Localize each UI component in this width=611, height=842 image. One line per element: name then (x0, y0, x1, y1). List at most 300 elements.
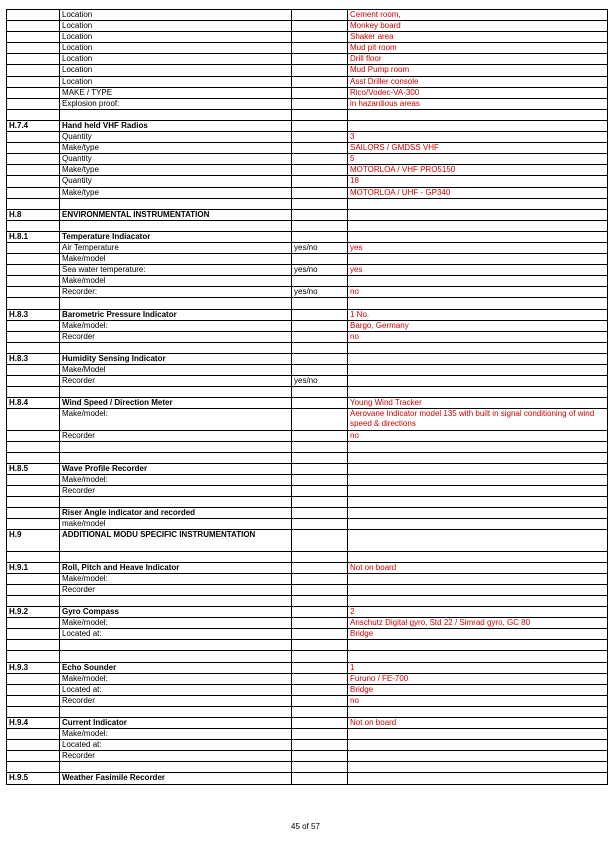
section-number-cell (7, 673, 60, 684)
value-cell (348, 706, 608, 717)
item-label-cell: Recorder (60, 486, 292, 497)
yes-no-cell (292, 651, 348, 662)
value-cell (348, 640, 608, 651)
table-row (7, 287, 608, 298)
value-cell (348, 276, 608, 287)
table-row (7, 32, 608, 43)
value-cell (348, 120, 608, 131)
table-row (7, 441, 608, 452)
item-label-cell: Make/model (60, 276, 292, 287)
section-number-cell (7, 474, 60, 485)
yes-no-cell (292, 109, 348, 120)
table-row (7, 762, 608, 773)
section-number-cell (7, 376, 60, 387)
yes-no-cell (292, 43, 348, 54)
section-number-cell (7, 320, 60, 331)
table-row (7, 409, 608, 430)
section-number-cell (7, 32, 60, 43)
yes-no-cell (292, 331, 348, 342)
section-number-cell (7, 298, 60, 309)
section-number-cell: H.8.3 (7, 353, 60, 364)
section-number-cell: H.9.4 (7, 718, 60, 729)
section-number-cell (7, 287, 60, 298)
section-number-cell (7, 76, 60, 87)
yes-no-cell (292, 595, 348, 606)
value-cell (348, 220, 608, 231)
section-number-cell (7, 762, 60, 773)
yes-no-cell (292, 165, 348, 176)
item-label-cell: Humidity Sensing Indicator (60, 353, 292, 364)
item-label-cell (60, 342, 292, 353)
yes-no-cell (292, 409, 348, 430)
value-cell: in hazardious areas (348, 98, 608, 109)
yes-no-cell (292, 143, 348, 154)
value-cell (348, 474, 608, 485)
item-label-cell: Location (60, 21, 292, 32)
item-label-cell: Make/model: (60, 729, 292, 740)
table-row (7, 551, 608, 562)
table-row (7, 176, 608, 187)
yes-no-cell (292, 120, 348, 131)
yes-no-cell (292, 629, 348, 640)
table-row (7, 120, 608, 131)
value-cell: Cement room, (348, 10, 608, 21)
table-row (7, 562, 608, 573)
item-label-cell: Current Indicator (60, 718, 292, 729)
table-row (7, 231, 608, 242)
section-number-cell (7, 143, 60, 154)
table-row (7, 486, 608, 497)
table-row (7, 773, 608, 784)
section-number-cell: H.9.1 (7, 562, 60, 573)
item-label-cell (60, 640, 292, 651)
section-number-cell (7, 706, 60, 717)
yes-no-cell (292, 640, 348, 651)
item-label-cell: Recorder (60, 376, 292, 387)
item-label-cell: Recorder (60, 695, 292, 706)
item-label-cell (60, 441, 292, 452)
table-row (7, 662, 608, 673)
value-cell: 3 (348, 132, 608, 143)
value-cell (348, 762, 608, 773)
equipment-table (6, 9, 608, 785)
table-row (7, 474, 608, 485)
value-cell: 1 No. (348, 309, 608, 320)
section-number-cell (7, 198, 60, 209)
section-number-cell (7, 87, 60, 98)
item-label-cell (60, 551, 292, 562)
item-label-cell: Make/type (60, 187, 292, 198)
item-label-cell (60, 595, 292, 606)
section-number-cell (7, 751, 60, 762)
item-label-cell: Make/model: (60, 320, 292, 331)
yes-no-cell (292, 474, 348, 485)
section-number-cell (7, 10, 60, 21)
section-number-cell (7, 629, 60, 640)
yes-no-cell (292, 10, 348, 21)
section-number-cell (7, 109, 60, 120)
table-row (7, 87, 608, 98)
table-row (7, 109, 608, 120)
item-label-cell (60, 762, 292, 773)
table-row (7, 463, 608, 474)
value-cell (348, 198, 608, 209)
value-cell (348, 573, 608, 584)
value-cell: Mud pit room (348, 43, 608, 54)
value-cell (348, 530, 608, 551)
value-cell (348, 519, 608, 530)
item-label-cell: Make/model: (60, 474, 292, 485)
section-number-cell (7, 508, 60, 519)
value-cell (348, 595, 608, 606)
yes-no-cell (292, 573, 348, 584)
section-number-cell (7, 265, 60, 276)
item-label-cell: make/model (60, 519, 292, 530)
section-number-cell (7, 132, 60, 143)
item-label-cell: Riser Angle indicator and recorded (60, 508, 292, 519)
item-label-cell: Recorder: (60, 287, 292, 298)
section-number-cell (7, 684, 60, 695)
table-row (7, 718, 608, 729)
table-row (7, 76, 608, 87)
section-number-cell: H.8.1 (7, 231, 60, 242)
yes-no-cell (292, 562, 348, 573)
yes-no-cell (292, 309, 348, 320)
value-cell: 2 (348, 607, 608, 618)
section-number-cell (7, 430, 60, 441)
item-label-cell: Gyro Compass (60, 607, 292, 618)
table-row (7, 573, 608, 584)
section-number-cell (7, 740, 60, 751)
item-label-cell: Make/type (60, 143, 292, 154)
value-cell (348, 584, 608, 595)
section-number-cell (7, 254, 60, 265)
table-row (7, 165, 608, 176)
section-number-cell (7, 331, 60, 342)
yes-no-cell (292, 198, 348, 209)
section-number-cell (7, 21, 60, 32)
yes-no-cell (292, 430, 348, 441)
yes-no-cell (292, 276, 348, 287)
item-label-cell: Quantity (60, 176, 292, 187)
section-number-cell (7, 365, 60, 376)
value-cell (348, 298, 608, 309)
item-label-cell: Explosion proof: (60, 98, 292, 109)
value-cell (348, 109, 608, 120)
section-number-cell (7, 409, 60, 430)
yes-no-cell (292, 132, 348, 143)
yes-no-cell (292, 486, 348, 497)
value-cell (348, 729, 608, 740)
item-label-cell: Location (60, 65, 292, 76)
yes-no-cell (292, 673, 348, 684)
value-cell: Anschutz Digital gyro, Std 22 / Simrad gyro, GC 80 (348, 618, 608, 629)
table-row (7, 684, 608, 695)
value-cell: 1 (348, 662, 608, 673)
item-label-cell: Make/type (60, 165, 292, 176)
item-label-cell (60, 497, 292, 508)
value-cell: Rico/Vodec-VA-300 (348, 87, 608, 98)
table-row (7, 452, 608, 463)
section-number-cell (7, 342, 60, 353)
table-row (7, 154, 608, 165)
section-number-cell (7, 551, 60, 562)
table-row (7, 265, 608, 276)
item-label-cell: Make/model: (60, 673, 292, 684)
item-label-cell (60, 651, 292, 662)
yes-no-cell (292, 32, 348, 43)
item-label-cell: Recorder (60, 584, 292, 595)
item-label-cell: ENVIRONMENTAL INSTRUMENTATION (60, 209, 292, 220)
item-label-cell: Sea water temperature: (60, 265, 292, 276)
value-cell (348, 773, 608, 784)
table-row (7, 365, 608, 376)
section-number-cell (7, 729, 60, 740)
table-row (7, 187, 608, 198)
value-cell: no (348, 695, 608, 706)
table-row (7, 65, 608, 76)
yes-no-cell (292, 508, 348, 519)
section-number-cell (7, 584, 60, 595)
yes-no-cell (292, 154, 348, 165)
table-row (7, 387, 608, 398)
item-label-cell (60, 387, 292, 398)
item-label-cell: Make/model: (60, 573, 292, 584)
item-label-cell: Roll, Pitch and Heave Indicator (60, 562, 292, 573)
section-number-cell (7, 618, 60, 629)
value-cell: MOTORLOA / UHF - GP340 (348, 187, 608, 198)
table-row (7, 98, 608, 109)
value-cell: Bridge (348, 684, 608, 695)
item-label-cell: ADDITIONAL MODU SPECIFIC INSTRUMENTATION (60, 530, 292, 551)
table-row (7, 132, 608, 143)
yes-no-cell (292, 718, 348, 729)
section-number-cell (7, 187, 60, 198)
yes-no-cell (292, 751, 348, 762)
item-label-cell: Location (60, 54, 292, 65)
item-label-cell (60, 198, 292, 209)
table-row (7, 497, 608, 508)
table-row (7, 640, 608, 651)
table-row (7, 673, 608, 684)
item-label-cell (60, 452, 292, 463)
value-cell: Drill floor (348, 54, 608, 65)
value-cell: Young Wind Tracker (348, 398, 608, 409)
table-row (7, 143, 608, 154)
section-number-cell (7, 486, 60, 497)
value-cell (348, 365, 608, 376)
yes-no-cell (292, 254, 348, 265)
section-number-cell: H.9 (7, 530, 60, 551)
yes-no-cell: yes/no (292, 376, 348, 387)
value-cell: yes (348, 265, 608, 276)
section-number-cell (7, 573, 60, 584)
yes-no-cell (292, 65, 348, 76)
table-row (7, 629, 608, 640)
table-row (7, 618, 608, 629)
value-cell: no (348, 430, 608, 441)
section-number-cell (7, 695, 60, 706)
item-label-cell: Wind Speed / Direction Meter (60, 398, 292, 409)
table-row (7, 198, 608, 209)
section-number-cell (7, 452, 60, 463)
item-label-cell: Make/Model (60, 365, 292, 376)
value-cell (348, 231, 608, 242)
item-label-cell: Make/model: (60, 618, 292, 629)
yes-no-cell (292, 220, 348, 231)
yes-no-cell (292, 365, 348, 376)
yes-no-cell (292, 353, 348, 364)
yes-no-cell (292, 452, 348, 463)
table-row (7, 651, 608, 662)
item-label-cell: Location (60, 43, 292, 54)
value-cell (348, 342, 608, 353)
section-number-cell (7, 441, 60, 452)
section-number-cell (7, 519, 60, 530)
section-number-cell (7, 276, 60, 287)
table-row (7, 430, 608, 441)
yes-no-cell (292, 231, 348, 242)
table-row (7, 254, 608, 265)
yes-no-cell (292, 684, 348, 695)
table-row (7, 584, 608, 595)
value-cell (348, 452, 608, 463)
item-label-cell: Air Temperature (60, 242, 292, 253)
value-cell: Shaker area (348, 32, 608, 43)
table-row (7, 751, 608, 762)
yes-no-cell (292, 54, 348, 65)
yes-no-cell (292, 519, 348, 530)
table-row (7, 10, 608, 21)
table-row (7, 320, 608, 331)
item-label-cell: Quantity (60, 154, 292, 165)
yes-no-cell (292, 530, 348, 551)
value-cell (348, 751, 608, 762)
table-row (7, 298, 608, 309)
section-number-cell (7, 242, 60, 253)
item-label-cell: Temperature Indiacator (60, 231, 292, 242)
value-cell (348, 387, 608, 398)
yes-no-cell (292, 551, 348, 562)
table-row (7, 54, 608, 65)
value-cell: 18 (348, 176, 608, 187)
table-row (7, 43, 608, 54)
table-row (7, 220, 608, 231)
yes-no-cell (292, 662, 348, 673)
yes-no-cell (292, 607, 348, 618)
section-number-cell: H.8 (7, 209, 60, 220)
item-label-cell: Weather Fasimile Recorder (60, 773, 292, 784)
page-number: 45 of 57 (291, 822, 320, 831)
table-row (7, 595, 608, 606)
table-row (7, 209, 608, 220)
yes-no-cell (292, 584, 348, 595)
table-row (7, 376, 608, 387)
value-cell: Not on board (348, 562, 608, 573)
value-cell (348, 463, 608, 474)
table-row (7, 331, 608, 342)
value-cell (348, 441, 608, 452)
item-label-cell: Make/model: (60, 409, 292, 430)
yes-no-cell (292, 342, 348, 353)
section-number-cell (7, 43, 60, 54)
value-cell: Mud Pump room (348, 65, 608, 76)
value-cell: Bargo, Germany (348, 320, 608, 331)
item-label-cell (60, 109, 292, 120)
section-number-cell (7, 54, 60, 65)
section-number-cell: H.9.5 (7, 773, 60, 784)
yes-no-cell: yes/no (292, 242, 348, 253)
yes-no-cell (292, 706, 348, 717)
value-cell: no (348, 287, 608, 298)
yes-no-cell (292, 298, 348, 309)
item-label-cell: Barometric Pressure Indicator (60, 309, 292, 320)
table-row (7, 530, 608, 551)
value-cell: Asst Driller console (348, 76, 608, 87)
item-label-cell: Quantity (60, 132, 292, 143)
item-label-cell: Make/model (60, 254, 292, 265)
value-cell (348, 254, 608, 265)
item-label-cell: Wave Profile Recorder (60, 463, 292, 474)
section-number-cell (7, 387, 60, 398)
yes-no-cell (292, 320, 348, 331)
yes-no-cell (292, 740, 348, 751)
value-cell (348, 551, 608, 562)
value-cell: yes (348, 242, 608, 253)
yes-no-cell (292, 98, 348, 109)
value-cell (348, 209, 608, 220)
table-row (7, 706, 608, 717)
value-cell (348, 376, 608, 387)
section-number-cell (7, 497, 60, 508)
yes-no-cell (292, 21, 348, 32)
value-cell: Furuno / FE-700 (348, 673, 608, 684)
yes-no-cell (292, 76, 348, 87)
yes-no-cell (292, 497, 348, 508)
section-number-cell (7, 98, 60, 109)
table-row (7, 21, 608, 32)
yes-no-cell (292, 762, 348, 773)
value-cell: Bridge (348, 629, 608, 640)
item-label-cell: Hand held VHF Radios (60, 120, 292, 131)
value-cell: 5 (348, 154, 608, 165)
item-label-cell: Recorder (60, 430, 292, 441)
section-number-cell (7, 651, 60, 662)
section-number-cell: H.8.5 (7, 463, 60, 474)
table-row (7, 342, 608, 353)
item-label-cell: Location (60, 10, 292, 21)
yes-no-cell: yes/no (292, 287, 348, 298)
section-number-cell (7, 640, 60, 651)
table-body (7, 10, 608, 785)
value-cell (348, 651, 608, 662)
table-row (7, 242, 608, 253)
yes-no-cell (292, 209, 348, 220)
table-row (7, 353, 608, 364)
section-number-cell: H.8.4 (7, 398, 60, 409)
yes-no-cell (292, 729, 348, 740)
value-cell: SAILORS / GMDSS VHF (348, 143, 608, 154)
table-row (7, 740, 608, 751)
yes-no-cell (292, 387, 348, 398)
section-number-cell (7, 595, 60, 606)
section-number-cell (7, 154, 60, 165)
value-cell: MOTORLOA / VHF PRO5150 (348, 165, 608, 176)
section-number-cell (7, 65, 60, 76)
table-row (7, 309, 608, 320)
value-cell (348, 740, 608, 751)
value-cell: Not on board (348, 718, 608, 729)
